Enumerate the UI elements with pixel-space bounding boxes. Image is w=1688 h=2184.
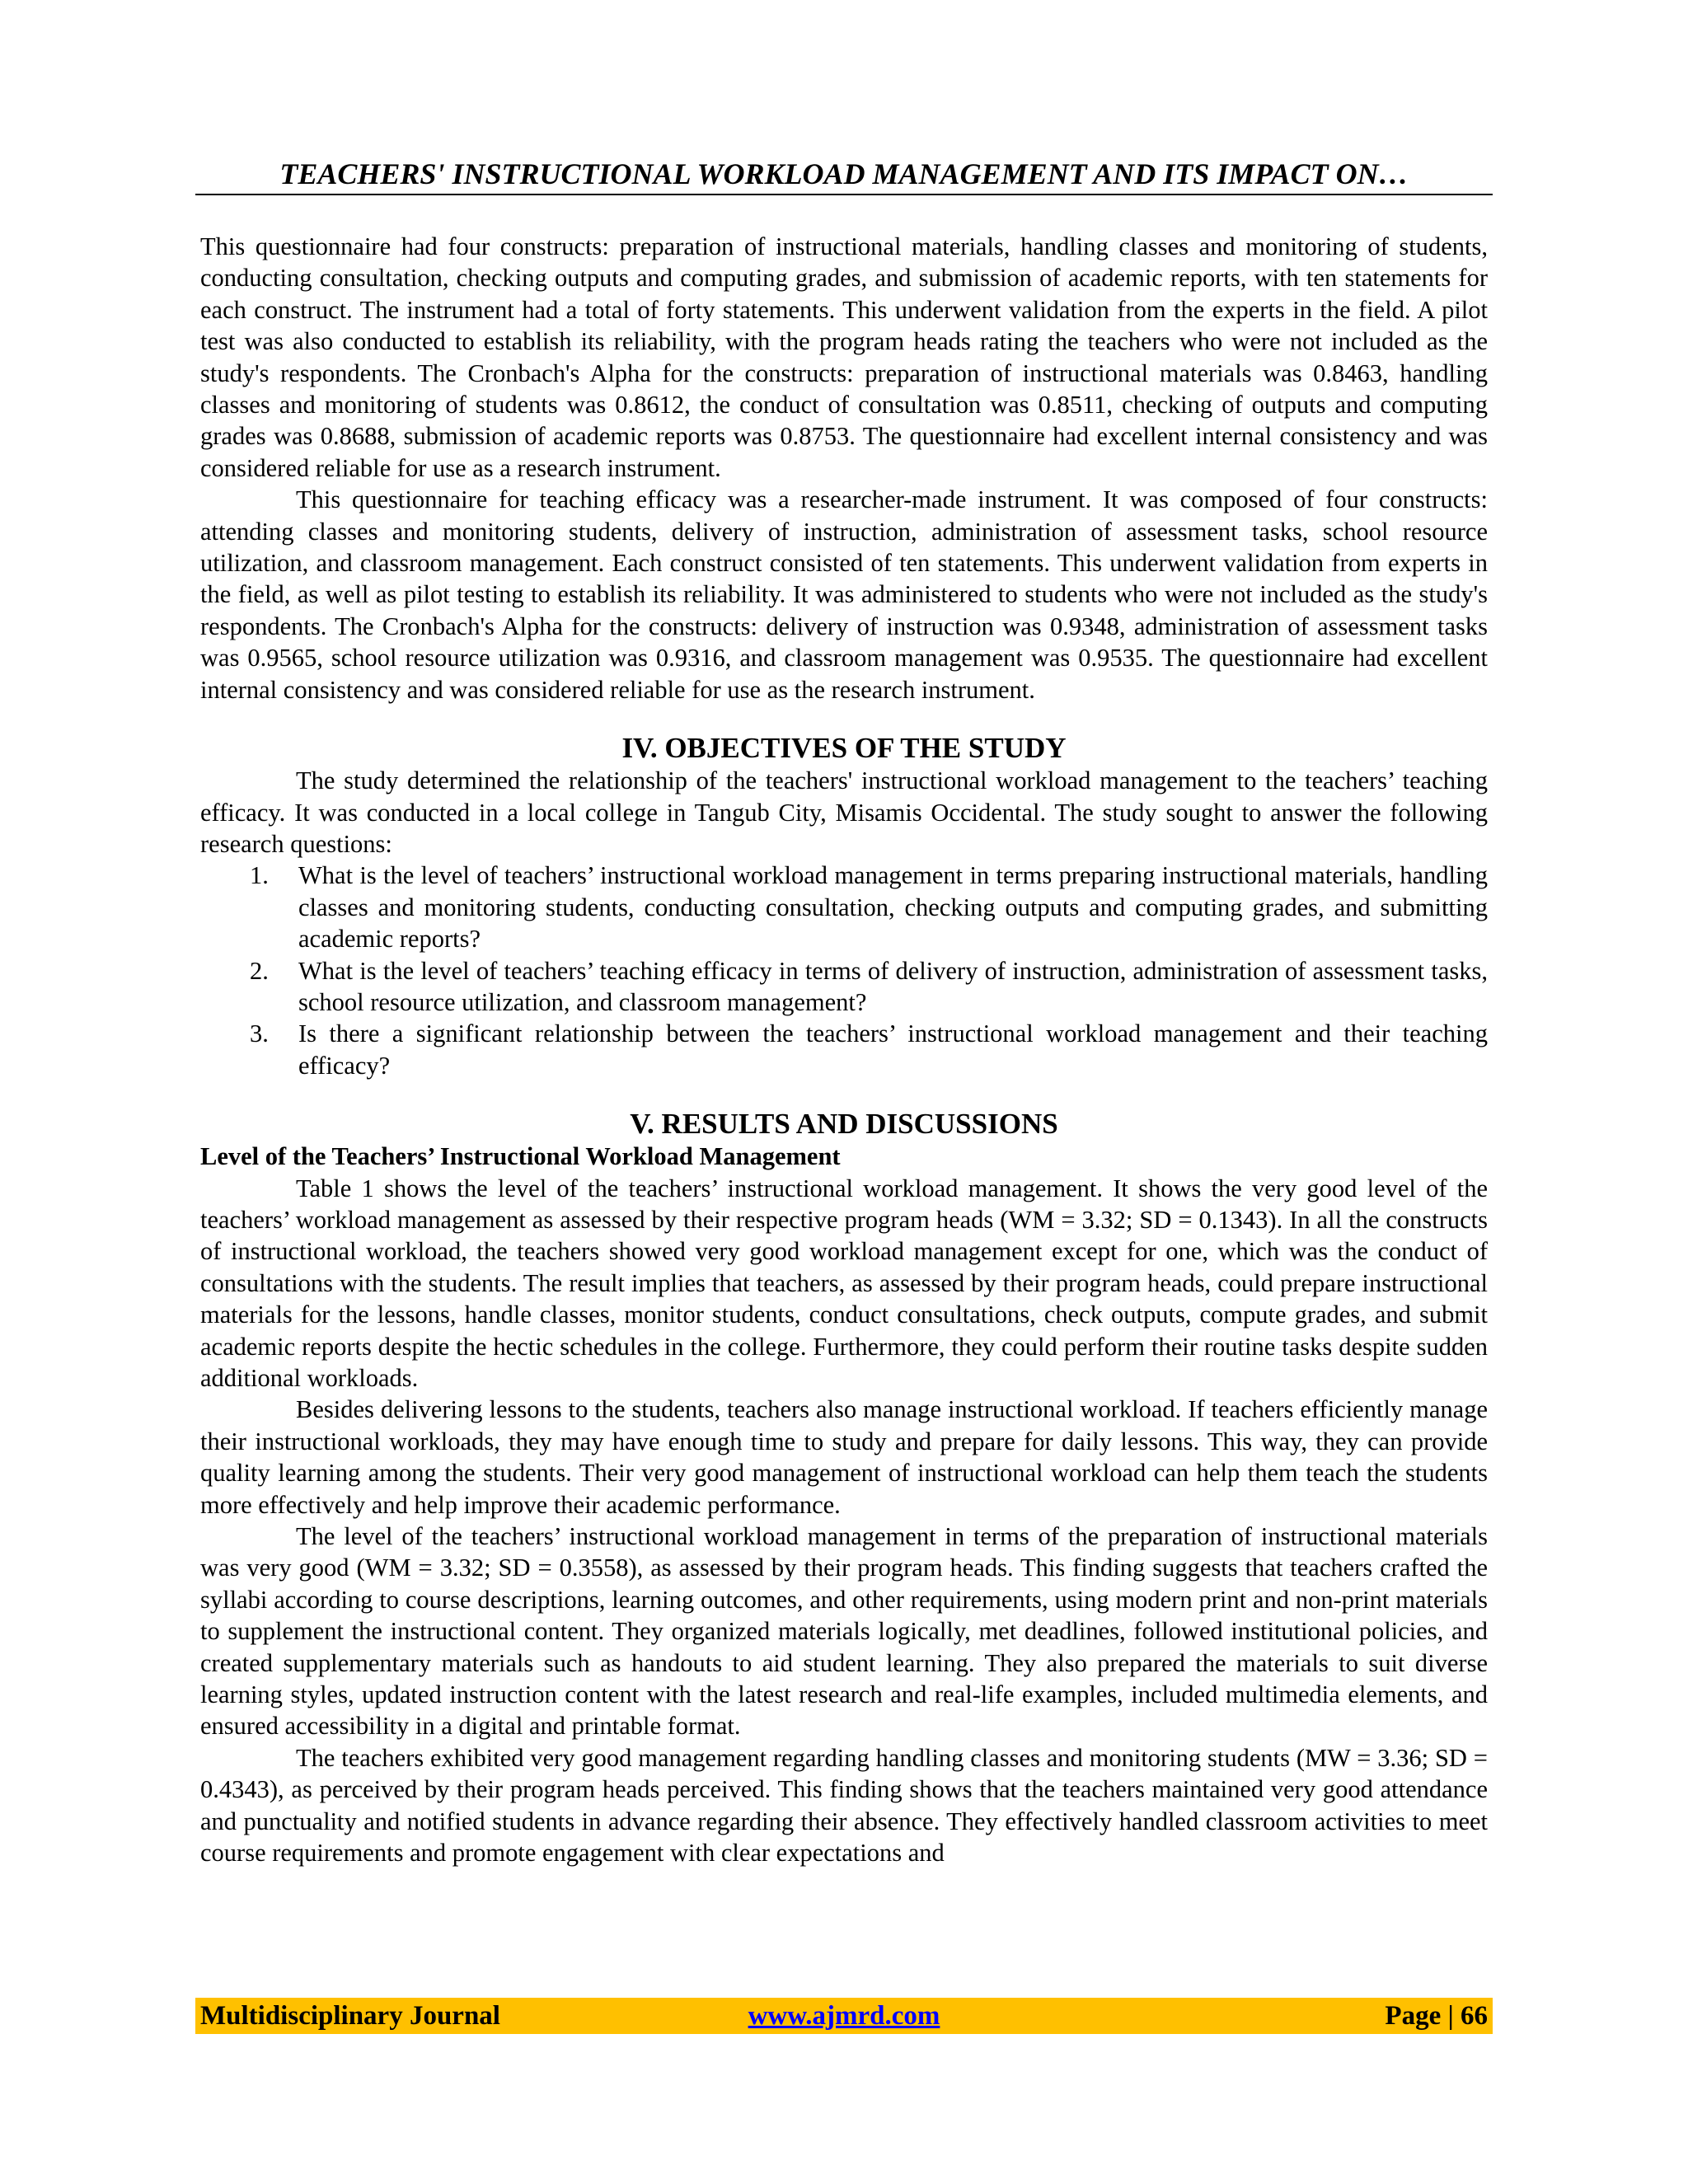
list-number: 1. <box>250 861 269 890</box>
research-questions-list <box>200 860 1488 1081</box>
footer-journal-name: Multidisciplinary Journal <box>200 2001 500 2031</box>
header-rule <box>195 194 1493 195</box>
list-item <box>200 860 1488 954</box>
page-content <box>200 231 1488 1869</box>
page-footer <box>195 1998 1493 2034</box>
paragraph-table1-summary: Table 1 shows the level of the teachers’ instructional workload management. It shows the very good level of the teachers’ workload management as assessed by their respective program heads (WM = 3.32; SD = 0.1343). In all the constructs of instructional workload, the teachers showed very good workload management except for one, which was the conduct of consultations with the students. The result implies that teachers, as assessed by their program heads, could prepare instructional materials for the lessons, handle classes, monitor students, conduct consultations, check outputs, compute grades, and submit academic reports despite the hectic schedules in the college. Furthermore, they could perform their routine tasks despite sudden additional workloads. <box>200 1174 1488 1392</box>
section-heading-objectives: IV. OBJECTIVES OF THE STUDY <box>621 732 1067 765</box>
subsection-heading-workload-level: Level of the Teachers’ Instructional Workload Management <box>200 1142 841 1171</box>
footer-page-number: Page | 66 <box>1385 2001 1488 2031</box>
paragraph-handling-classes: The teachers exhibited very good management regarding handling classes and monitoring students (MW = 3.36; SD = 0.4343), as perceived by their program heads perceived. This finding shows that the teachers maintained very good attendance and punctuality and notified students in advance regarding their absence. They effectively handled classroom activities to meet course requirements and promote engagement with clear expectations and <box>200 1743 1488 1868</box>
paragraph-workload-benefits: Besides delivering lessons to the students, teachers also manage instructional workload. If teachers efficiently manage their instructional workloads, they may have enough time to study and prepare for daily lessons. This way, they can provide quality learning among the students. Their very good management of instructional workload can help them teach the students more effectively and help improve their academic performance. <box>200 1395 1488 1519</box>
footer-center <box>195 1998 1493 2034</box>
list-number: 3. <box>250 1019 269 1048</box>
paragraph-objectives: The study determined the relationship of the teachers' instructional workload management to the teachers’ teaching efficacy. It was conducted in a local college in Tangub City, Misamis Occidental. The study sought to answer the following research questions: <box>200 766 1488 858</box>
list-text: What is the level of teachers’ instructional workload management in terms preparing instructional materials, handling classes and monitoring students, conducting consultation, checking outputs and computing grades, and submitting academic reports? <box>298 861 1488 954</box>
paragraph-teaching-efficacy-instrument: This questionnaire for teaching efficacy was a researcher-made instrument. It was composed of four constructs: attending classes and monitoring students, delivery of instruction, administration of assessment tasks, school resource utilization, and classroom management. Each construct consisted of ten statements. This underwent validation from experts in the field, as well as pilot testing to establish its reliability. It was administered to students who were not included as the study's respondents. The Cronbach's Alpha for the constructs: delivery of instruction was 0.9348, administration of assessment tasks was 0.9565, school resource utilization was 0.9316, and classroom management was 0.9535. The questionnaire had excellent internal consistency and was considered reliable for use as the research instrument. <box>200 485 1488 704</box>
list-number: 2. <box>250 956 269 985</box>
list-item <box>200 955 1488 1019</box>
running-title: TEACHERS' INSTRUCTIONAL WORKLOAD MANAGEMENT AND ITS IMPACT ON… <box>279 157 1409 190</box>
list-text: Is there a significant relationship between the teachers’ instructional workload management and their teaching efficacy? <box>298 1019 1488 1080</box>
paragraph-instructional-materials: The level of the teachers’ instructional workload management in terms of the preparation of instructional materials was very good (WM = 3.32; SD = 0.3558), as assessed by their program heads. This finding suggests that teachers crafted the syllabi according to course descriptions, learning outcomes, and other requirements, using modern print and non-print materials to supplement the instructional content. They organized materials logically, met deadlines, followed institutional policies, and created supplementary materials such as handouts to aid student learning. They also prepared the materials to suit diverse learning styles, updated instruction content with the latest research and real-life examples, included multimedia elements, and ensured accessibility in a digital and printable format. <box>200 1522 1488 1741</box>
list-item <box>200 1018 1488 1081</box>
paragraph-questionnaire-constructs: This questionnaire had four constructs: preparation of instructional materials, handling classes and monitoring of students, conducting consultation, checking outputs and computing grades, and submission of academic reports, with ten statements for each construct. The instrument had a total of forty statements. This underwent validation from the experts in the field. A pilot test was also conducted to establish its reliability, with the program heads rating the teachers who were not included as the study's respondents. The Cronbach's Alpha for the constructs: preparation of instructional materials was 0.8463, handling classes and monitoring of students was 0.8612, the conduct of consultation was 0.8511, checking of outputs and computing grades was 0.8688, submission of academic reports was 0.8753. The questionnaire had excellent internal consistency and was considered reliable for use as a research instrument. <box>200 232 1488 482</box>
section-heading-results: V. RESULTS AND DISCUSSIONS <box>630 1108 1058 1141</box>
list-text: What is the level of teachers’ teaching efficacy in terms of delivery of instruction, administration of assessment tasks, school resource utilization, and classroom management? <box>298 956 1488 1016</box>
footer-website-link[interactable]: www.ajmrd.com <box>748 2001 940 2031</box>
